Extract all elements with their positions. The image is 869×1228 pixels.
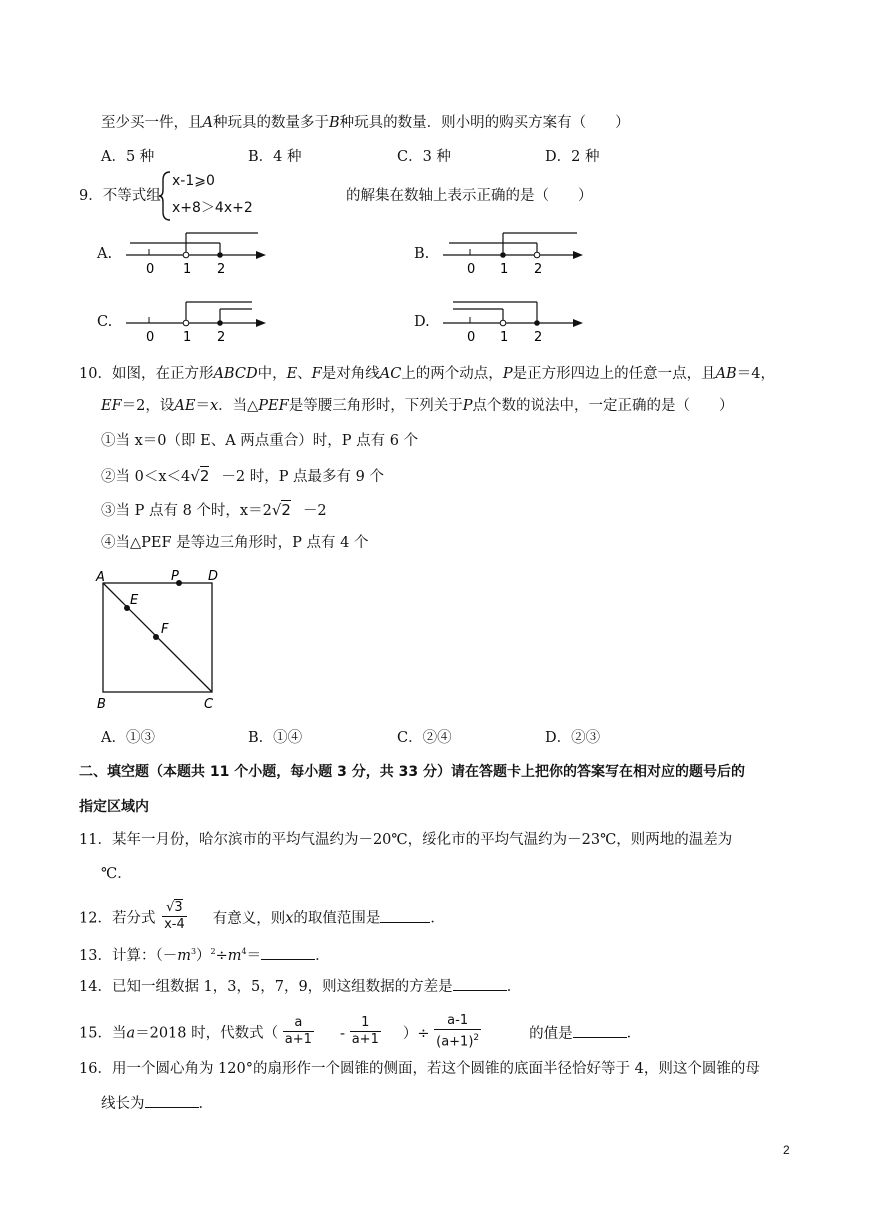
label-p: P [171,569,179,584]
tick-1: 1 [183,330,192,345]
q15-line [79,1015,641,1052]
q9-number-line-c [120,293,270,348]
tick-2: 2 [217,262,226,277]
fraction-numerator: a-1 [434,1013,481,1030]
point-f [153,634,159,640]
q9-number-line-a [120,225,270,280]
q8-option-c: C．3 种 [397,149,451,165]
q10-text: 中， [257,366,287,382]
answer-blank[interactable] [573,1023,627,1038]
q9-inequality-1: x-1⩾0 [172,173,215,189]
q8-option-d: D．2 种 [545,149,600,165]
fraction-denominator: a+1 [284,1032,312,1048]
q10-stem-line-1 [79,364,775,384]
q10-var-ac: AC [379,366,402,382]
minus-sign: - [339,1025,346,1042]
label-e: E [130,593,139,608]
q10-text: 点个数的说法中，一定正确的是（ ） [472,398,734,414]
q13-text: 13．计算：（－ [79,947,178,964]
tick-1: 1 [500,330,509,345]
q13-text: ÷ [215,947,228,964]
q12-fraction [162,900,187,933]
q9-inequality-2: x+8＞4x+2 [172,200,253,216]
q8-var-a: A [202,115,213,131]
q8-text-post: 种玩具的数量．则小明的购买方案有（ ） [339,115,630,131]
q16-line-2 [101,1093,213,1114]
q10-statement-4: ④当△PEF 是等边三角形时，P 点有 4 个 [101,535,369,551]
answer-blank[interactable] [145,1093,199,1108]
q9-label-d: D. [414,314,430,330]
q10-text: 、 [297,366,312,382]
q10-option-d: D．②③ [545,730,601,746]
q10-option-b: B．①④ [248,730,303,746]
q10-text: 10．如图，在正方形 [79,366,214,382]
q11-line-1: 11．某年一月份，哈尔滨市的平均气温约为－20℃，绥化市的平均气温约为－23℃，则两地的温差为 [79,832,733,848]
q13-line [79,942,330,966]
fraction-denominator: x-4 [164,917,185,932]
q9-label-a: A. [97,246,113,262]
q13-var-m: m [227,947,242,964]
q10-option-a: A．①③ [101,730,155,746]
answer-blank[interactable] [261,945,315,960]
q8-continuation-line [101,113,630,133]
q10-stem-line-2 [101,396,733,416]
q15-text: ＝2018 时，代数式（ [135,1025,279,1042]
q10-var-ef: EF [101,398,122,414]
fraction-denominator [434,1030,481,1050]
q10-s2-post: －2 时，P 点最多有 9 个 [221,469,385,485]
q14-text: 14．已知一组数据 1，3，5，7，9，则这组数据的方差是 [79,979,453,995]
q10-var-abcd: ABCD [213,366,258,382]
q8-option-a: A．5 种 [101,149,155,165]
q10-s3-post: －2 [302,503,327,519]
q11-line-2: ℃． [101,866,132,882]
q10-text: 是正方形四边上的任意一点，且 [512,366,716,382]
q9-system-brace [158,170,172,222]
q12-text: 有意义，则 [212,910,286,927]
q15-text: 15．当 [79,1025,127,1042]
tick-0: 0 [146,330,155,345]
q16-text: ． [198,1096,213,1112]
q9-label-b: B. [414,246,430,262]
section-2-heading-line-2: 指定区域内 [79,799,149,815]
q13-var-m: m [177,947,191,964]
q9-number-line-b [437,225,587,280]
q10-statement-1: ①当 x＝0（即 E、A 两点重合）时，P 点有 6 个 [101,433,419,449]
radical-sign: √2 [271,501,291,519]
q15-text: ． [626,1025,642,1042]
q12-text: 12．若分式 [79,910,156,927]
tick-2: 2 [534,262,543,277]
label-f: F [161,622,169,637]
q15-fraction-3 [434,1013,481,1050]
q15-fraction-2 [350,1015,381,1048]
label-c: C [204,697,214,712]
q15-fraction-1 [283,1015,314,1048]
exponent: 2 [473,1033,480,1043]
q10-var-ab: AB [715,366,737,382]
q10-text: 是等腰三角形时，下列关于 [288,398,463,414]
q10-s2-pre: ②当 0＜x＜4 [101,469,191,485]
q10-var-ae: AE [174,398,196,414]
q10-text: 是对角线 [321,366,380,382]
radicand: 2 [281,501,291,519]
q16-line-1: 16．用一个圆心角为 120°的扇形作一个圆锥的侧面，若这个圆锥的底面半径恰好等于 4，则这个圆锥的母 [79,1061,760,1077]
tick-1: 1 [183,262,192,277]
q14-text: ． [506,979,522,995]
exponent: 4 [241,947,247,956]
q10-text: 上的两个动点， [401,366,503,382]
tick-0: 0 [467,262,476,277]
fraction-numerator: √3 [162,900,187,917]
tick-0: 0 [467,330,476,345]
q9-stem-post: 的解集在数轴上表示正确的是（ ） [346,188,593,204]
page-number: 2 [783,1143,790,1157]
q8-option-b: B．4 种 [248,149,302,165]
tick-0: 0 [146,262,155,277]
q14-line [79,976,521,997]
fraction-numerator: 1 [350,1015,381,1032]
q8-text-mid: 种玩具的数量多于 [212,115,329,131]
exponent: 3 [190,947,197,956]
q9-stem-pre: 9．不等式组 [79,188,161,204]
q10-var-pef: PEF [258,398,289,414]
q12-text: ． [430,910,445,927]
q10-text: ＝4， [736,366,775,382]
answer-blank[interactable] [453,976,507,991]
q12-line [79,902,445,935]
q10-statement-3 [101,500,327,521]
q10-text: ＝ [195,398,210,414]
denominator-base: (a+1) [436,1034,474,1050]
radicand: 3 [174,900,183,915]
q10-var-x: x [209,398,219,414]
q12-text: 的取值范围是 [293,910,381,927]
fraction-denominator: a+1 [351,1032,379,1048]
q13-text: ） [196,947,211,964]
tick-2: 2 [534,330,543,345]
q16-text: 线长为 [101,1096,145,1112]
q9-label-c: C. [97,314,113,330]
q10-var-e: E [286,366,298,382]
q8-var-b: B [328,115,340,131]
label-a: A [96,570,105,585]
q9-number-line-d [437,293,587,348]
q8-text: 至少买一件，且 [101,115,203,131]
label-b: B [97,697,106,712]
q10-var-p: P [502,366,513,382]
q10-text: ＝2，设 [121,398,175,414]
q15-text: 的值是 [529,1025,573,1042]
radicand: 2 [199,467,210,485]
section-2-heading-line-1: 二、填空题（本题共 11 个小题，每小题 3 分，共 33 分）请在答题卡上把你的答案写在相对应的题号后的 [79,764,745,780]
q10-statement-2 [101,466,384,487]
fraction-numerator: a [283,1015,314,1032]
q13-text: ． [315,947,330,964]
q12-var-x: x [285,910,294,927]
answer-blank[interactable] [380,908,430,923]
q10-square-figure [92,566,232,714]
q15-text: ）÷ [402,1025,430,1042]
q10-var-f: F [311,366,322,382]
tick-1: 1 [500,262,509,277]
q13-text: ＝ [246,947,262,964]
q10-s3-pre: ③当 P 点有 8 个时，x＝2 [101,503,272,519]
radical-sign: √2 [190,467,210,485]
q10-var-p: P [462,398,473,414]
q10-text: ．当△ [218,398,259,414]
exponent: 2 [210,947,216,956]
label-d: D [208,569,219,584]
tick-2: 2 [217,330,226,345]
q15-var-a: a [126,1025,136,1042]
q10-option-c: C．②④ [397,730,452,746]
